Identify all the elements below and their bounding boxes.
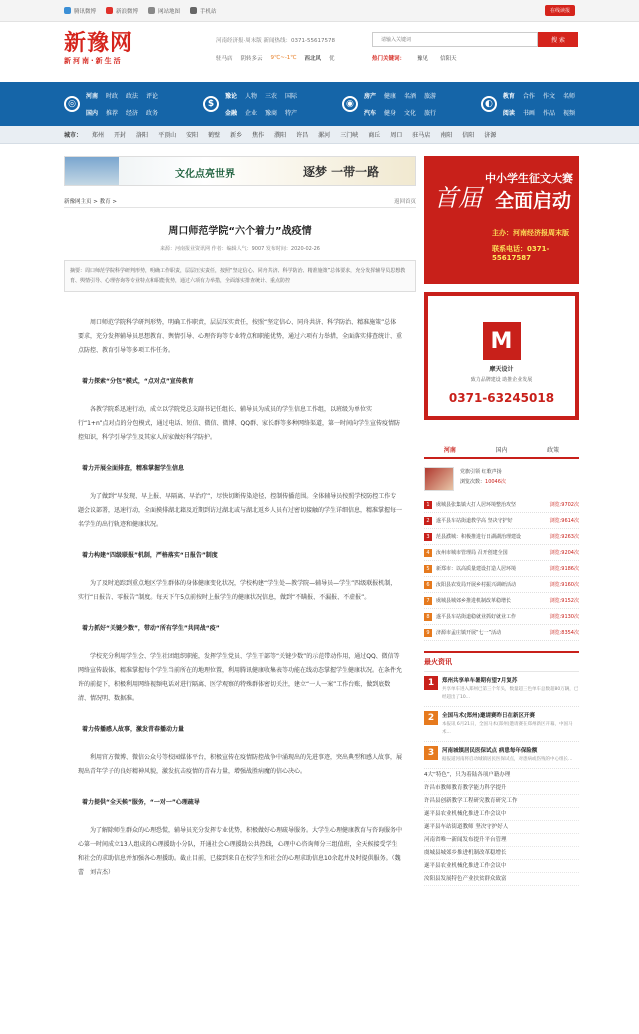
nav-item[interactable]: 特产	[285, 110, 298, 117]
nav-item[interactable]: 名师	[562, 93, 575, 100]
latest-list-item[interactable]: 遂平县农业机械化推进工作会议中	[424, 808, 579, 821]
nav-item[interactable]: 作文	[542, 93, 555, 100]
featured-news[interactable]	[424, 467, 579, 491]
design-company-ad[interactable]	[424, 292, 579, 420]
tab-0[interactable]: 河南	[443, 447, 456, 454]
rank-views: 浏览:9152次	[549, 598, 579, 604]
nav-item[interactable]: 三农	[265, 93, 278, 100]
nav-item[interactable]: 名酒	[403, 93, 416, 100]
nav-item[interactable]: 评论	[146, 93, 159, 100]
article-meta: 来源：河南报业资讯网 作者：编辑人气：9007 发布时间：2020-02-26	[160, 246, 320, 252]
rank-item[interactable]	[424, 609, 579, 625]
ad-main-text: 全面启动	[494, 190, 571, 212]
search-button[interactable]: 搜 索	[538, 32, 578, 47]
hot-keyword[interactable]: 信阳天	[440, 56, 457, 62]
nav-item[interactable]: 金融	[224, 110, 237, 117]
nav-group	[342, 91, 436, 117]
nav-item[interactable]: 企业	[244, 110, 257, 117]
nav-item[interactable]: 豫商	[265, 110, 278, 117]
article-body	[64, 316, 416, 880]
banner-image	[65, 157, 119, 186]
rank-title[interactable]: 济源市孟庄镇开展“七一”活动	[436, 630, 502, 636]
tab-2[interactable]: 政策	[547, 447, 560, 454]
search-box	[372, 32, 578, 47]
top-link[interactable]	[148, 7, 180, 15]
section-heading: 着力开展全面排查，精准掌握学生信息	[82, 465, 185, 472]
latest-list-item[interactable]: 虞城县城郊乡推进机制改革稳增长	[424, 847, 579, 860]
rank-item[interactable]	[424, 593, 579, 609]
nav-item[interactable]: 旅行	[423, 110, 436, 117]
top-link[interactable]	[64, 7, 96, 15]
nav-item[interactable]: 旅游	[423, 93, 436, 100]
article-title: 周口师范学院“六个着力”战疫情	[168, 226, 312, 237]
nav-item[interactable]: 房产	[363, 93, 376, 100]
nav-links	[225, 91, 297, 117]
city-link[interactable]: 新乡	[230, 132, 243, 139]
rank-views: 浏览:9204次	[549, 550, 579, 556]
top-link-label: 新浪微博	[116, 8, 139, 15]
rank-item[interactable]	[424, 497, 579, 513]
mobile-icon	[190, 7, 197, 14]
rank-item[interactable]	[424, 545, 579, 561]
rank-title[interactable]: 遂平县车站街道教学高 坚决守护好	[436, 518, 513, 524]
city-link[interactable]: 开封	[114, 132, 127, 139]
breadcrumb-path[interactable]: 新豫网主页 > 教育 >	[64, 198, 117, 205]
paragraph: 各教学院系迅速行动，成立以学院党总支副书记任组长、辅导员为成员的学生信息工作组，以班级为单位实行“1+n”点对点的分包模式，通过电话、短信、微信、微博、QQ群、家长群等多种网络渠道，第一时间向学生宣传疫情防控知识，科学引导学生及其家人居家做好科学防护。	[78, 406, 400, 441]
nav-group	[203, 91, 297, 117]
tencent-weibo-icon	[64, 7, 71, 14]
hot-keywords-label: 热门关键词：	[372, 56, 406, 62]
culture-banner[interactable]	[64, 156, 416, 186]
ad-phone: 联系电话：0371-55617587	[492, 245, 550, 262]
top-bar	[0, 0, 639, 22]
sitemap-icon	[148, 7, 155, 14]
rank-views: 浏览:9160次	[549, 582, 579, 588]
nav-item[interactable]: 健身	[383, 110, 396, 117]
rank-list	[424, 497, 579, 641]
rank-views: 浏览:9614次	[549, 518, 579, 524]
nav-group	[64, 91, 158, 117]
rank-number: 9	[424, 629, 432, 637]
paragraph: 周口师范学院科学研判形势，明确工作职责，层层压实责任，按照“坚定信心、同舟共济、科学防治、精准施策”总体要求，充分发挥辅导员思想教育、舆情引导、心理咨询等专业特点和职能优势，通过六项有力举措，全面落实排查统计、重点防控、教育引导等多项工作任务。	[78, 319, 403, 354]
rank-title[interactable]: 遂平县车站街道稳就业抓好就业工作	[436, 614, 517, 620]
site-logo[interactable]	[64, 30, 156, 74]
rank-number: 8	[424, 613, 432, 621]
nav-item[interactable]: 政法	[126, 93, 139, 100]
top-link-label: 腾讯微博	[74, 8, 97, 15]
article-summary: 摘要：周口师范学院科学研判形势，明确工作职责，层层压实责任，按照“坚定信心、同舟共济、科学防治、精准施策”总体要求，充分发挥辅导员思想教育、舆情引导、心理咨询等专业特点和职能优势，通过六项有力举措，全面落实排查统计、重点防控	[64, 260, 416, 292]
latest-list-item[interactable]: 4大“特色”，只为着陆各项户籍办理	[424, 769, 579, 782]
hot-keyword[interactable]: 豫见	[417, 56, 429, 62]
city-link[interactable]: 焦作	[252, 132, 265, 139]
nav-item[interactable]: 政务	[146, 110, 159, 117]
latest-top-item[interactable]	[424, 742, 579, 769]
top-link[interactable]	[106, 7, 138, 15]
site-header	[0, 22, 639, 82]
nav-item[interactable]: 健康	[383, 93, 396, 100]
nav-item[interactable]: 国内	[86, 110, 99, 117]
rank-number: 2	[424, 517, 432, 525]
city-link[interactable]: 洛阳	[136, 132, 149, 139]
rank-item[interactable]	[424, 513, 579, 529]
rank-number: 7	[424, 597, 432, 605]
section-heading: 着力传播感人故事，激发青春播动力量	[82, 726, 185, 733]
city-link[interactable]: 许昌	[296, 132, 309, 139]
rank-item[interactable]	[424, 625, 579, 641]
hot-keywords	[372, 54, 457, 62]
latest-number-badge: 1	[424, 676, 438, 690]
rank-title[interactable]: 新郑市：以高质量建设打造人居环境	[436, 566, 517, 572]
latest-list-item[interactable]: 汝阳县发展特色产业扶贫群众致富	[424, 873, 579, 886]
ad-calligraphy: 首届	[434, 184, 482, 212]
paragraph: 为了解除师生群众的心理恐慌，辅导员充分发挥专业优势，积极做好心理疏导服务。大学生心理健康教育与咨询服务中心第一时间成立13人组成的心理援助小分队，开通社会心理援助公共热线，心理中心咨询师分三组值班，全天候接受学生和社会的求助信息并加强各心理援助。截止目前，已接到来自在校学生和社会的心理求助信息10余起并及时提供服务。（魏蕾 刘吉杰）	[78, 827, 403, 876]
latest-number-badge: 2	[424, 711, 438, 725]
nav-item[interactable]: 推荐	[106, 110, 119, 117]
online-newspaper-button[interactable]: 在线读报	[545, 5, 575, 16]
weather-wind: 西北风	[304, 56, 321, 62]
city-link[interactable]: 济源	[484, 132, 497, 139]
news-tabs	[424, 442, 579, 459]
latest-top-item[interactable]	[424, 672, 579, 707]
latest-list-item[interactable]: 遂平县车站街道教师 坚决守护好人	[424, 821, 579, 834]
nav-links	[503, 91, 575, 117]
city-link[interactable]: 南阳	[440, 132, 453, 139]
essay-contest-ad[interactable]	[424, 156, 579, 284]
city-nav	[0, 126, 639, 144]
book-icon: ◐	[481, 96, 497, 112]
featured-thumbnail[interactable]	[424, 467, 454, 491]
section-heading: 着力探索“分包”模式，“点对点”宣传教育	[82, 378, 194, 385]
sina-weibo-icon	[106, 7, 113, 14]
nav-item[interactable]: 经济	[126, 110, 139, 117]
weather-aqi: 优	[329, 56, 335, 62]
weather-widget	[216, 54, 335, 62]
city-link[interactable]: 周口	[390, 132, 403, 139]
featured-views: 10046次	[485, 479, 506, 485]
city-link[interactable]: 平顶山	[158, 132, 177, 139]
city-link[interactable]: 信阳	[462, 132, 475, 139]
nav-item[interactable]: 河南	[86, 93, 99, 100]
latest-top-desc: 本报讯 6月21日，全国马术(郑州)邀请赛在郑州新区开幕，中国马术...	[442, 722, 573, 735]
rank-title[interactable]: 范县濮城：积极推进行日湖湖治理建设	[436, 534, 522, 540]
rank-item[interactable]	[424, 577, 579, 593]
logo-main-text: 新豫网	[64, 30, 134, 56]
design-desc: 致力品牌建设 助推企业发展	[470, 377, 533, 383]
city-link[interactable]: 郑州	[92, 132, 105, 139]
city-link[interactable]: 漯河	[318, 132, 331, 139]
nav-item[interactable]: 合作	[522, 93, 535, 100]
rank-number: 6	[424, 581, 432, 589]
latest-top-title[interactable]: 全国马术(郑州)邀请赛昨日在新区开赛	[442, 713, 536, 719]
rank-number: 3	[424, 533, 432, 541]
rank-title[interactable]: 虞城县张集镇大打人居环境整治攻坚	[436, 502, 517, 508]
ad-sponsor: 主办：河南经济报周末版	[492, 229, 569, 237]
weather-city: 驻马店	[216, 56, 233, 62]
tab-1[interactable]: 国内	[495, 447, 508, 454]
top-link[interactable]	[190, 7, 217, 15]
nav-item[interactable]: 教育	[502, 93, 515, 100]
city-link[interactable]: 安阳	[186, 132, 199, 139]
nav-links	[364, 91, 436, 117]
nav-item[interactable]: 文化	[403, 110, 416, 117]
design-name: 摩天设计	[489, 366, 514, 373]
city-link[interactable]: 商丘	[368, 132, 381, 139]
latest-top-desc: 共享单车进入郑州已第三个年头，数量超三色单车总数超80万辆，已经超出了10...	[442, 687, 579, 700]
latest-list-item[interactable]: 许昌市教师教育教学能力科学提升	[424, 782, 579, 795]
latest-top-title[interactable]: 郑州共享单车暑期有望7月复苏	[442, 678, 518, 684]
search-input[interactable]	[372, 32, 538, 47]
latest-top-item[interactable]	[424, 707, 579, 742]
breadcrumb	[64, 194, 416, 208]
main-content	[64, 156, 416, 898]
city-link[interactable]: 鹤壁	[208, 132, 221, 139]
rank-number: 5	[424, 565, 432, 573]
latest-title: 最火资讯	[424, 653, 579, 672]
latest-number-badge: 3	[424, 746, 438, 760]
city-link[interactable]: 三门峡	[340, 132, 359, 139]
featured-views-label: 浏览次数：	[460, 479, 486, 485]
rank-title[interactable]: 汝阳县农发局开展乡村振兴调研活动	[436, 582, 517, 588]
dollar-icon: $	[203, 96, 219, 112]
sidebar	[424, 156, 579, 886]
latest-news	[424, 651, 579, 886]
section-heading: 着力提供“全天候”服务，“一对一”心理疏导	[82, 799, 200, 806]
paragraph: 学校充分利用学生会、学生社团组织职能，发挥学生党员、学生干部等“关键少数”的示范带动作用，通过QQ、微信等网络宣传载体，精准掌握每个学生当前所在的地理位置，利用腾讯健康收集表等功能在线动态掌握学生健康状况。在条件允许的前提下，积极利用网络视频电话对进行隔离、医学观察的特殊群体密切关注，建立“一人一案”工作台账，做到底数清、情况明、数据准。	[78, 653, 403, 702]
latest-list-item[interactable]: 河南省唯一新闻发布提升平台管理	[424, 834, 579, 847]
car-icon: ◉	[342, 96, 358, 112]
nav-item[interactable]: 汽车	[363, 110, 376, 117]
top-link-label: 网站地图	[158, 8, 181, 15]
weather-temp: 9℃~-1℃	[270, 55, 297, 61]
newspaper-info: 河南经济报·周末版 新闻热线：0371-55617578	[216, 38, 335, 44]
city-link[interactable]: 驻马店	[412, 132, 431, 139]
latest-list-item[interactable]: 许昌县创新教学工程研究教育研究工作	[424, 795, 579, 808]
logo-slogan: 新河南·新生活	[64, 57, 123, 65]
section-heading: 着力抓好“关键少数”，带动“所有学生”共同战“疫”	[82, 625, 220, 632]
latest-top-desc: 据报道河南将启动城镇居民医保试点，对患病或伤残的中心组长…	[442, 757, 573, 762]
rank-number: 1	[424, 501, 432, 509]
rank-views: 浏览:9702次	[549, 502, 579, 508]
globe-icon: ◎	[64, 96, 80, 112]
rank-item[interactable]	[424, 561, 579, 577]
latest-list-item[interactable]: 遂平县农业机械化推进工作会议中	[424, 860, 579, 873]
weather-desc: 阴转多云	[240, 56, 263, 62]
banner-text-2: 逐梦 一带一路	[303, 165, 380, 179]
nav-group	[481, 91, 575, 117]
nav-item[interactable]: 书画	[522, 110, 535, 117]
nav-links	[86, 91, 158, 117]
nav-item[interactable]: 视频	[562, 110, 575, 117]
paragraph: 利用官方微博、微信公众号等校园媒体平台，积极宣传在疫情防控战争中涌现出的先进事迹，突出典型和感人故事，展现出青年学子的良好精神风貌，激发抗击疫情的青春力量，增强战胜病魔的信心决心。	[78, 754, 403, 775]
rank-item[interactable]	[424, 529, 579, 545]
city-link[interactable]: 濮阳	[274, 132, 287, 139]
nav-item[interactable]: 豫论	[224, 93, 237, 100]
top-link-label: 手机站	[200, 8, 217, 15]
rank-title[interactable]: 汝州市城市管理局 召开创建全国	[436, 550, 508, 556]
rank-number: 4	[424, 549, 432, 557]
rank-views: 浏览:9130次	[549, 614, 579, 620]
city-label: 城市：	[64, 132, 83, 139]
nav-item[interactable]: 国际	[285, 93, 298, 100]
rank-views: 浏览:9263次	[549, 534, 579, 540]
paragraph: 为了及时追踪到重点地区学生群体的身体健康变化状况，学校构建“学生处—教学院—辅导员—学生”四级联报机制，实行“日报告、零报告”制度。每天下午5点前按时上报学生的健康状况信息，做到“不瞒报、不漏报、不虚报”。	[78, 580, 397, 601]
design-phone: 0371-63245018	[448, 391, 555, 405]
banner-text-1: 文化点亮世界	[175, 169, 235, 180]
section-heading: 着力构建“四级联报”机制，严格落实“日报告”制度	[82, 552, 218, 559]
featured-title[interactable]: 党旗引领 红歌声扬	[460, 469, 502, 475]
back-home-link[interactable]: 返回首页	[393, 198, 416, 205]
rank-views: 浏览:9186次	[549, 566, 579, 572]
rank-views: 浏览:8354次	[549, 630, 579, 636]
top-links	[64, 7, 217, 15]
paragraph: 为了做到“早发现、早上报、早隔离、早治疗”，尽快切断传染途径，控制传播范围。全体辅导员按照学校防控工作专题会议部署，迅速行动，全面摸排湖北籍及近期到访过湖北或与湖北返乡人员有过密切接触的学生详细信息，精准掌握每一名学生的出行轨迹和健康状况。	[78, 493, 403, 528]
nav-item[interactable]: 时政	[106, 93, 119, 100]
design-logo: M	[483, 322, 521, 360]
latest-top-title[interactable]: 河南城镇居民医保试点 病患每年保险额	[442, 748, 538, 754]
main-nav	[0, 82, 639, 126]
nav-item[interactable]: 作品	[542, 110, 555, 117]
rank-title[interactable]: 虞城县城郊乡推进机制改革稳增长	[436, 598, 512, 604]
ad-headline: 中小学生征文大赛	[485, 172, 573, 185]
nav-item[interactable]: 阅读	[502, 110, 515, 117]
nav-item[interactable]: 人物	[244, 93, 257, 100]
